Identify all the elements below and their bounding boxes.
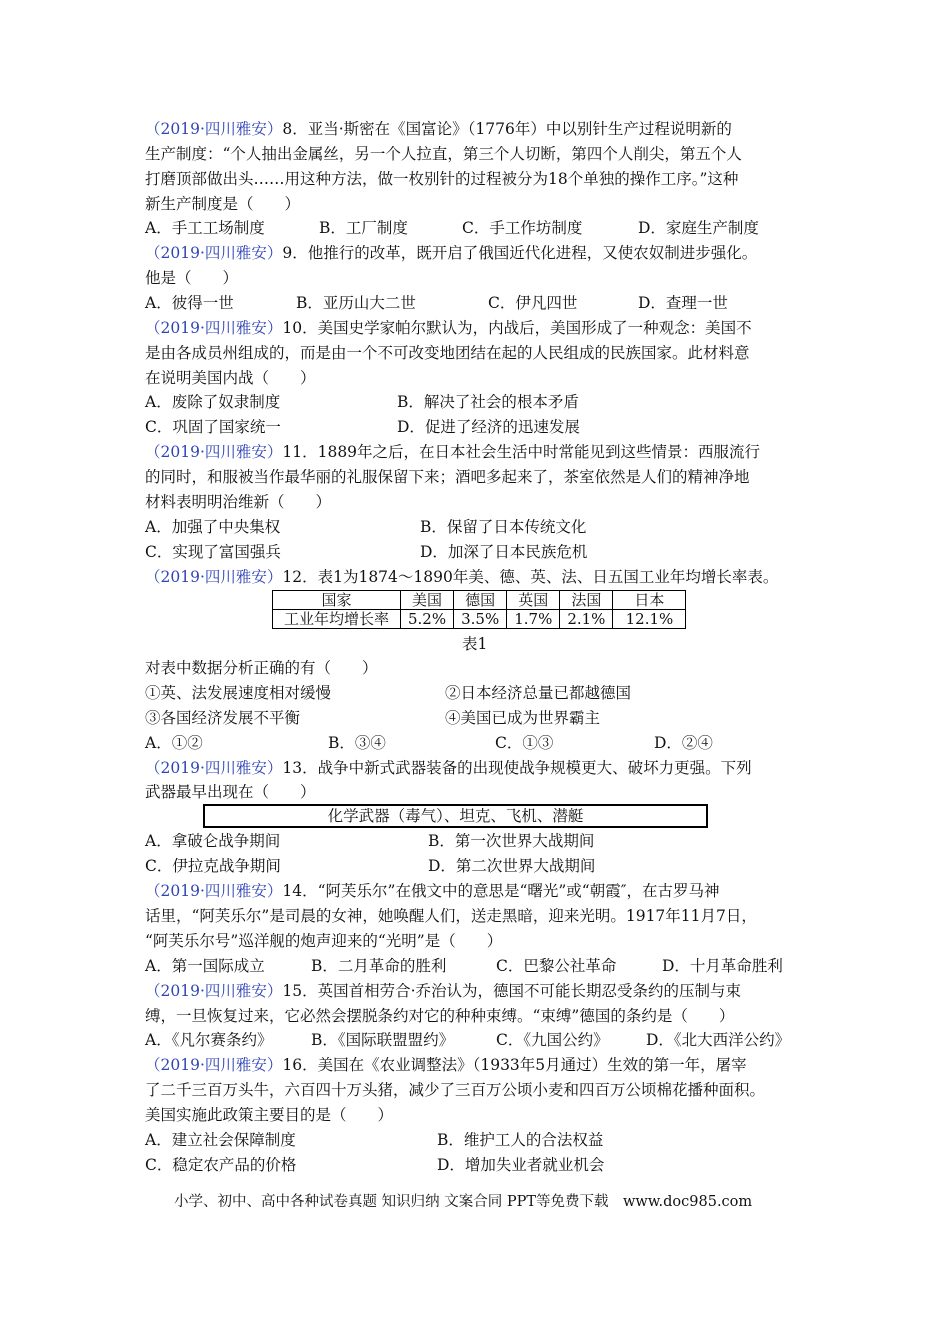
option-d: D．促进了经济的迅速发展 xyxy=(397,418,580,436)
question-13-line-2: 武器最早出现在（ ） xyxy=(145,783,316,801)
question-8-line-3: 打磨顶部做出头……用这种方法，做一枚别针的过程被分为18个单独的操作工序。”这种 xyxy=(145,170,739,188)
question-10-line-1: （2019·四川雅安）10．美国史学家帕尔默认为，内战后，美国形成了一种观念：美国不 xyxy=(145,319,752,337)
question-14-line-3: “阿芙乐尔号”巡洋舰的炮声迎来的“光明”是（ ） xyxy=(145,932,503,950)
option-d: D．查理一世 xyxy=(638,294,728,312)
table-cell: 3.5% xyxy=(454,610,507,629)
option-c: C．实现了富国强兵 xyxy=(145,543,281,561)
question-source: （2019·四川雅安） xyxy=(145,443,283,461)
question-12-stem: 对表中数据分析正确的有（ ） xyxy=(145,659,378,677)
option-d: D．家庭生产制度 xyxy=(638,219,759,237)
question-source: （2019·四川雅安） xyxy=(145,759,283,777)
option-b: B．亚历山大二世 xyxy=(296,294,416,312)
table-header-cell: 美国 xyxy=(401,591,454,610)
option-c: C．手工作坊制度 xyxy=(462,219,583,237)
option-c: C．伊拉克战争期间 xyxy=(145,857,281,875)
table-header-cell: 日本 xyxy=(613,591,686,610)
option-d: D．加深了日本民族危机 xyxy=(420,543,588,561)
weapons-box: 化学武器（毒气）、坦克、飞机、潜艇 xyxy=(203,804,708,828)
option-d: D．②④ xyxy=(654,734,713,752)
option-a: A．加强了中央集权 xyxy=(145,518,281,536)
option-b: B．二月革命的胜利 xyxy=(311,957,447,975)
question-source: （2019·四川雅安） xyxy=(145,244,283,262)
question-11-line-2: 的同时，和服被当作最华丽的礼服保留下来；酒吧多起来了，茶室依然是人们的精神净地 xyxy=(145,468,750,486)
option-c: C．巴黎公社革命 xyxy=(496,957,617,975)
question-16-line-1: （2019·四川雅安）16．美国在《农业调整法》（1933年5月通过）生效的第一年，屠宰 xyxy=(145,1056,747,1074)
option-c: C．伊凡四世 xyxy=(488,294,578,312)
option-b: B．第一次世界大战期间 xyxy=(428,832,595,850)
page-footer: 小学、初中、高中各种试卷真题 知识归纳 文案合同 PPT等免费下载 www.doc985.com xyxy=(174,1194,753,1210)
table-cell: 2.1% xyxy=(560,610,613,629)
statement-2: ②日本经济总量已都越德国 xyxy=(445,684,632,702)
option-a: A．拿破仑战争期间 xyxy=(145,832,281,850)
option-b: B．③④ xyxy=(328,734,386,752)
table-header-cell: 法国 xyxy=(560,591,613,610)
statement-1: ①英、法发展速度相对缓慢 xyxy=(145,684,332,702)
table-cell: 12.1% xyxy=(613,610,686,629)
question-14-line-1: （2019·四川雅安）14．“阿芙乐尔”在俄文中的意思是“曙光”或“朝霞″，在古罗马神 xyxy=(145,882,720,900)
question-16-line-2: 了二千三百万头牛，六百四十万头猪，减少了三百万公顷小麦和四百万公顷棉花播种面积。 xyxy=(145,1081,766,1099)
question-11-line-3: 材料表明明治维新（ ） xyxy=(145,493,332,511)
option-a: A．第一国际成立 xyxy=(145,957,265,975)
option-a: A．手工工场制度 xyxy=(145,219,265,237)
option-b: B．解决了社会的根本矛盾 xyxy=(397,393,579,411)
question-15-line-2: 缚，一旦恢复过来，它必然会摆脱条约对它的种种束缚。“束缚”德国的条约是（ ） xyxy=(145,1007,735,1025)
question-13-line-1: （2019·四川雅安）13．战争中新式武器装备的出现使战争规模更大、破坏力更强。下列 xyxy=(145,759,752,777)
option-d: D．十月革命胜利 xyxy=(662,957,783,975)
table-cell: 工业年均增长率 xyxy=(273,610,401,629)
option-b: B．《国际联盟盟约》 xyxy=(311,1031,455,1049)
question-source: （2019·四川雅安） xyxy=(145,982,283,1000)
option-a: A．废除了奴隶制度 xyxy=(145,393,281,411)
question-9-line-2: 他是（ ） xyxy=(145,269,239,287)
question-14-line-2: 话里，“阿芙乐尔”是司晨的女神，她唤醒人们，送走黑暗，迎来光明。1917年11月7日， xyxy=(145,907,757,925)
table-header-cell: 国家 xyxy=(273,591,401,610)
option-b: B．维护工人的合法权益 xyxy=(437,1131,604,1149)
option-c: C．①③ xyxy=(495,734,554,752)
option-d: D．第二次世界大战期间 xyxy=(428,857,596,875)
table-header-row xyxy=(273,591,686,610)
option-c: C．巩固了国家统一 xyxy=(145,418,281,436)
table-header-cell: 德国 xyxy=(454,591,507,610)
option-a: A．彼得一世 xyxy=(145,294,234,312)
question-8-line-4: 新生产制度是（ ） xyxy=(145,195,301,213)
option-d: D．增加失业者就业机会 xyxy=(437,1156,605,1174)
option-c: C．稳定农产品的价格 xyxy=(145,1156,297,1174)
option-c: C．《九国公约》 xyxy=(496,1031,609,1049)
table-cell: 5.2% xyxy=(401,610,454,629)
table-cell: 1.7% xyxy=(507,610,560,629)
option-a: A．建立社会保障制度 xyxy=(145,1131,296,1149)
option-a: A．①② xyxy=(145,734,203,752)
question-12-line-1: （2019·四川雅安）12．表1为1874～1890年美、德、英、法、日五国工业年均增长率表。 xyxy=(145,568,779,586)
question-11-line-1: （2019·四川雅安）11．1889年之后，在日本社会生活中时常能见到这些情景：西服流行 xyxy=(145,443,761,461)
option-d: D．《北大西洋公约》 xyxy=(646,1031,791,1049)
question-source: （2019·四川雅安） xyxy=(145,568,283,586)
statement-4: ④美国已成为世界霸主 xyxy=(445,709,601,727)
table-caption: 表1 xyxy=(462,635,488,653)
table-row xyxy=(273,610,686,629)
question-16-line-3: 美国实施此政策主要目的是（ ） xyxy=(145,1106,394,1124)
question-source: （2019·四川雅安） xyxy=(145,120,283,138)
statement-3: ③各国经济发展不平衡 xyxy=(145,709,301,727)
question-source: （2019·四川雅安） xyxy=(145,319,283,337)
option-b: B．保留了日本传统文化 xyxy=(420,518,587,536)
growth-rate-table xyxy=(272,590,686,629)
question-source: （2019·四川雅安） xyxy=(145,882,283,900)
option-a: A．《凡尔赛条约》 xyxy=(145,1031,273,1049)
question-8-line-1: （2019·四川雅安）8．亚当·斯密在《国富论》（1776年）中以别针生产过程说明新的 xyxy=(145,120,732,138)
question-source: （2019·四川雅安） xyxy=(145,1056,283,1074)
question-8-line-2: 生产制度：“个人抽出金属丝，另一个人拉直，第三个人切断，第四个人削尖，第五个人 xyxy=(145,145,742,163)
table-header-cell: 英国 xyxy=(507,591,560,610)
question-9-line-1: （2019·四川雅安）9．他推行的改革，既开启了俄国近代化进程，又使农奴制进步强化。 xyxy=(145,244,758,262)
question-15-line-1: （2019·四川雅安）15．英国首相劳合·乔治认为，德国不可能长期忍受条约的压制与束 xyxy=(145,982,742,1000)
question-10-line-3: 在说明美国内战（ ） xyxy=(145,369,316,387)
option-b: B．工厂制度 xyxy=(319,219,408,237)
question-10-line-2: 是由各成员州组成的，而是由一个不可改变地团结在起的人民组成的民族国家。此材料意 xyxy=(145,344,750,362)
